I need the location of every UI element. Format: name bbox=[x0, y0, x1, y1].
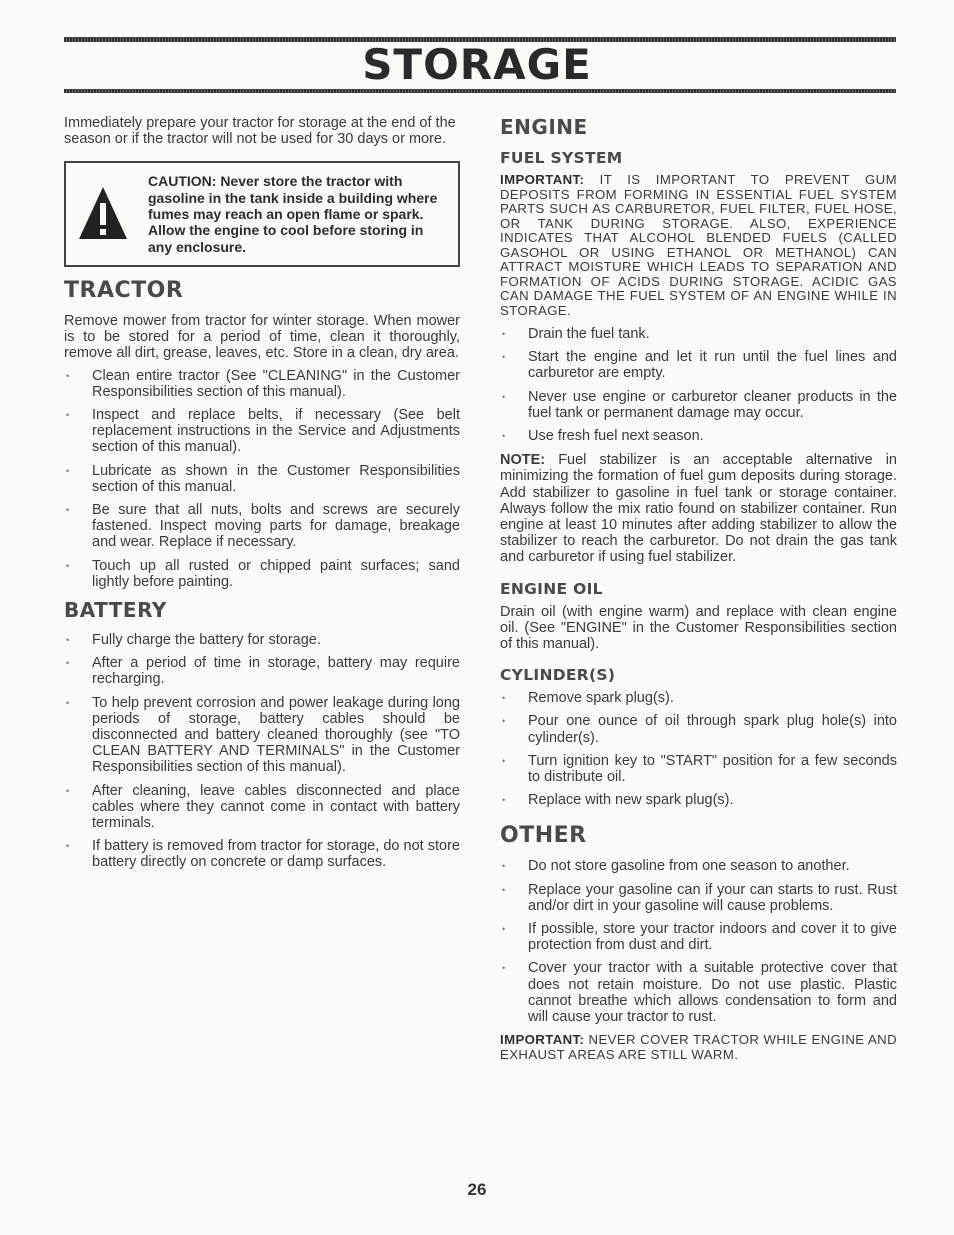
list-item: • Lubricate as shown in the Customer Responsibilities section of this manual. bbox=[64, 463, 460, 495]
list-item: • Replace with new spark plug(s). bbox=[500, 792, 897, 808]
note-text: Fuel stabilizer is an acceptable alternative in minimizing the formation of fuel gum deposits during storage. Add stabilizer to gasoline in fuel tank or storage container. Always follow the mix ratio found on stabilizer container. Run engine at least 10 minutes after adding stabilizer to allow the stabilizer to reach the carburetor. Do not drain the gas tank and carburetor if using fuel stabilizer. bbox=[500, 452, 897, 566]
tractor-list bbox=[64, 368, 460, 590]
list-item: • Clean entire tractor (See "CLEANING" in the Customer Responsibilities section of this manual). bbox=[64, 368, 460, 400]
list-item: • Turn ignition key to "START" position for a few seconds to distribute oil. bbox=[500, 753, 897, 785]
list-item: • Do not store gasoline from one season to another. bbox=[500, 858, 897, 874]
other-heading: OTHER bbox=[500, 823, 587, 849]
page-title: STORAGE bbox=[362, 40, 592, 89]
list-item: • If battery is removed from tractor for storage, do not store battery directly on concrete or damp surfaces. bbox=[64, 838, 460, 870]
cylinders-list bbox=[500, 690, 897, 808]
engine-oil-paragraph: Drain oil (with engine warm) and replace with clean engine oil. (See "ENGINE" in the Customer Responsibilities section of this manual). bbox=[500, 603, 897, 653]
tractor-intro: Remove mower from tractor for winter storage. When mower is to be stored for a period of time, clean it thoroughly, remove all dirt, grease, leaves, etc. Store in a clean, dry area. bbox=[64, 312, 460, 362]
important-label: IMPORTANT: bbox=[500, 1032, 585, 1048]
list-item: • Fully charge the battery for storage. bbox=[64, 632, 460, 648]
tractor-heading: TRACTOR bbox=[64, 277, 184, 303]
battery-list bbox=[64, 632, 460, 871]
battery-heading: BATTERY bbox=[64, 597, 167, 622]
caution-text: CAUTION: Never store the tractor with gasoline in the tank inside a building where fumes may reach an open flame or spark. Allow the engine to cool before storing in any enclosure. bbox=[148, 173, 438, 255]
engine-oil-heading: ENGINE OIL bbox=[500, 579, 603, 598]
list-item: • Never use engine or carburetor cleaner products in the fuel tank or permanent damage may occur. bbox=[500, 389, 897, 421]
page-number: 26 bbox=[467, 1180, 487, 1199]
fuel-important-paragraph bbox=[500, 173, 897, 318]
fuel-note-paragraph bbox=[500, 452, 897, 565]
list-item: • Pour one ounce of oil through spark plug hole(s) into cylinder(s). bbox=[500, 713, 897, 745]
list-item: • Drain the fuel tank. bbox=[500, 326, 897, 342]
list-item: • Inspect and replace belts, if necessary (See belt replacement instructions in the Service and Adjustments section of this manual). bbox=[64, 407, 460, 456]
intro-paragraph: Immediately prepare your tractor for storage at the end of the season or if the tractor will not be used for 30 days or more. bbox=[64, 115, 456, 148]
right-column bbox=[500, 115, 897, 1070]
fuel-system-heading: FUEL SYSTEM bbox=[500, 149, 623, 167]
list-item: • Replace your gasoline can if your can starts to rust. Rust and/or dirt in your gasoline will cause problems. bbox=[500, 882, 897, 914]
other-list bbox=[500, 858, 897, 1025]
engine-heading: ENGINE bbox=[500, 115, 588, 139]
left-column bbox=[64, 115, 460, 879]
note-label: NOTE: bbox=[500, 452, 546, 469]
list-item: • Touch up all rusted or chipped paint surfaces; sand lightly before painting. bbox=[64, 558, 460, 590]
fuel-system-list bbox=[500, 326, 897, 444]
other-important-paragraph bbox=[500, 1033, 897, 1062]
list-item: • Cover your tractor with a suitable protective cover that does not retain moisture. Do not use plastic. Plastic cannot breathe which allows condensation to form and will cause your tractor to rust. bbox=[500, 960, 897, 1025]
list-item: • Remove spark plug(s). bbox=[500, 690, 897, 706]
list-item: • To help prevent corrosion and power leakage during long periods of storage, battery cables should be disconnected and battery cleaned thoroughly (see "TO CLEAN BATTERY AND TERMINALS" in the Customer Responsibilities section of this manual). bbox=[64, 695, 460, 776]
important-text: NEVER COVER TRACTOR WHILE ENGINE AND EXHAUST AREAS ARE STILL WARM. bbox=[500, 1032, 897, 1062]
warning-triangle-icon bbox=[78, 185, 128, 241]
list-item: • If possible, store your tractor indoors and cover it to give protection from dust and dirt. bbox=[500, 921, 897, 953]
important-label: IMPORTANT: bbox=[500, 172, 585, 187]
list-item: • After cleaning, leave cables disconnected and place cables where they cannot come in contact with battery terminals. bbox=[64, 783, 460, 832]
list-item: • Be sure that all nuts, bolts and screws are securely fastened. Inspect moving parts for damage, breakage and wear. Replace if necessary. bbox=[64, 502, 460, 551]
list-item: • Use fresh fuel next season. bbox=[500, 428, 897, 444]
cylinders-heading: CYLINDER(S) bbox=[500, 666, 616, 685]
caution-box bbox=[64, 161, 460, 266]
list-item: • Start the engine and let it run until the fuel lines and carburetor are empty. bbox=[500, 349, 897, 381]
header-rule-bottom bbox=[64, 89, 896, 93]
important-text: IT IS IMPORTANT TO PREVENT GUM DEPOSITS FROM FORMING IN ESSENTIAL FUEL SYSTEM PARTS SUCH AS CARBURETOR, FUEL FILTER, FUEL HOSE, OR TANK DURING STORAGE. ALSO, EXPERIENCE INDICATES THAT ALCOHOL BLENDED FUELS (CALLED GASOHOL OR USING ETHANOL OR METHANOL) CAN ATTRACT MOISTURE WHICH LEADS TO SEPARATION AND FORMATION OF ACIDS DURING STORAGE. ACIDIC GAS CAN DAMAGE THE FUEL SYSTEM OF AN ENGINE WHILE IN STORAGE. bbox=[500, 172, 897, 318]
list-item: • After a period of time in storage, battery may require recharging. bbox=[64, 655, 460, 687]
